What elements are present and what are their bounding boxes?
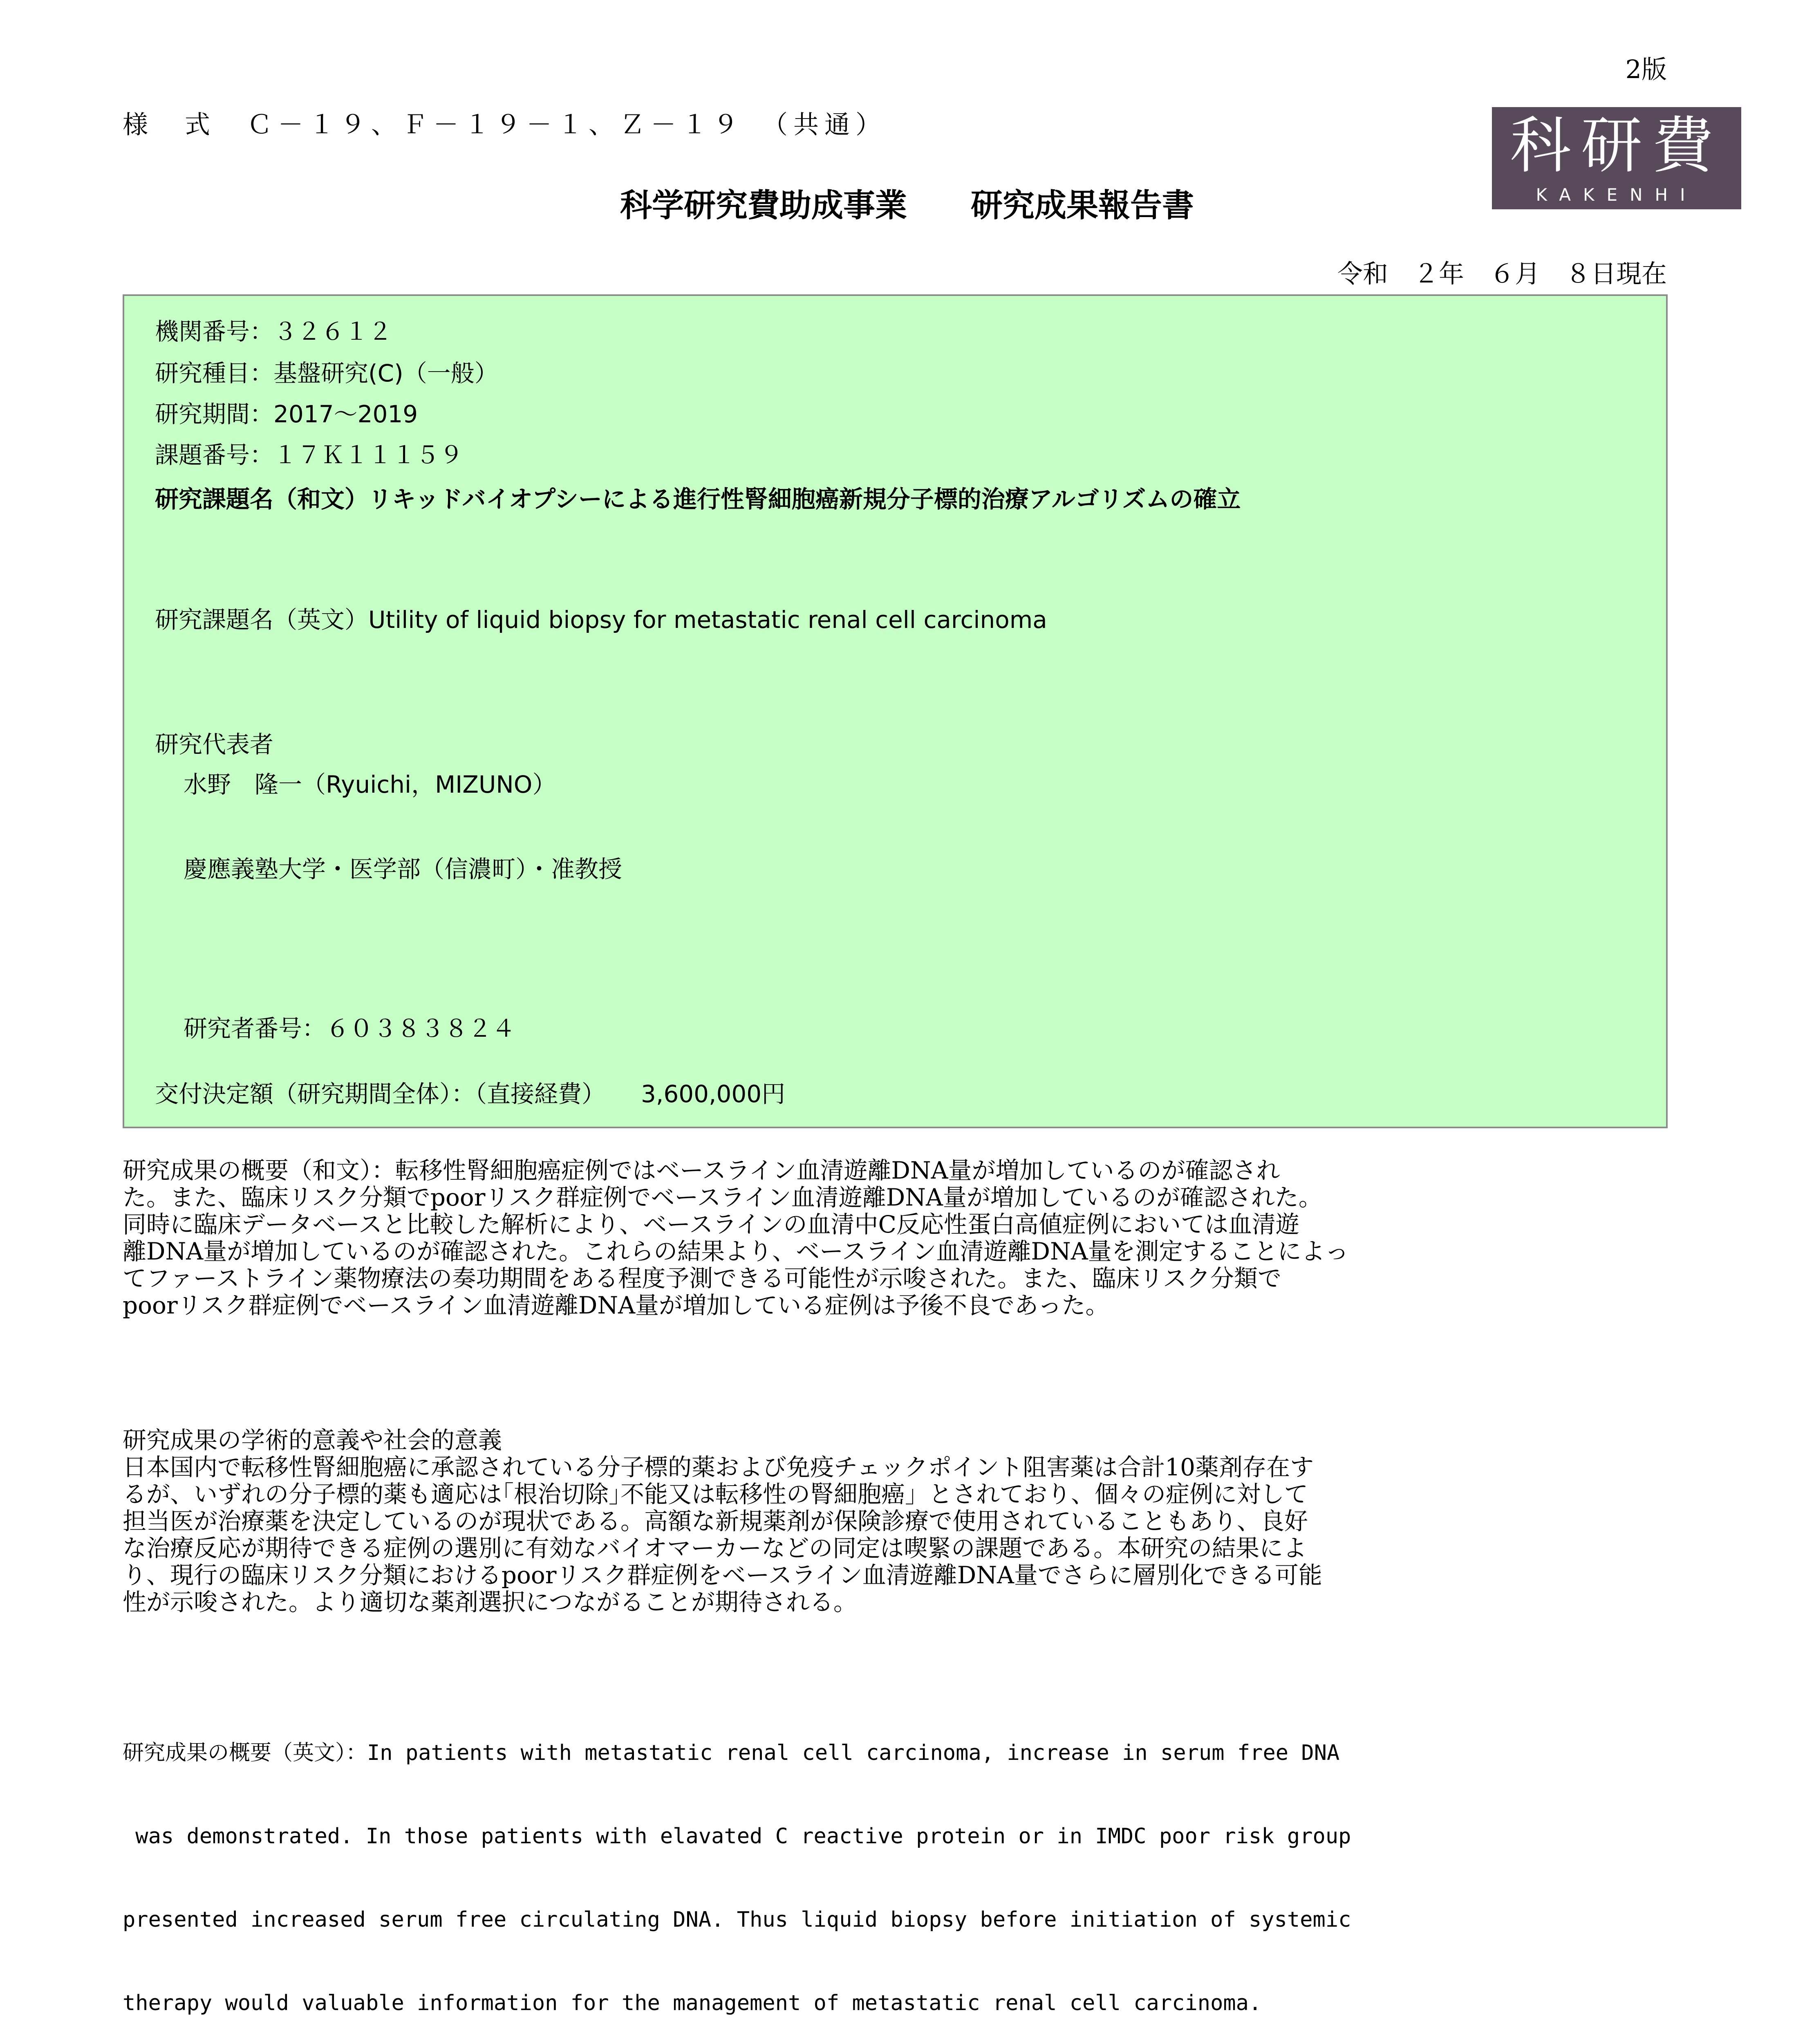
report-date: 令和 ２年 ６月 ８日現在: [1337, 259, 1667, 289]
representative-label: 研究代表者: [155, 731, 274, 758]
logo-kanji: 科研費: [1509, 110, 1723, 182]
summary-ja-line: poorリスク群症例でベースライン血清遊離DNA量が増加している症例は予後不良であった。: [123, 1291, 1109, 1319]
research-period: 研究期間：2017～2019: [155, 400, 418, 428]
summary-en-line: presented increased serum free circulating DNA. Thus liquid biopsy before initiation of systemic: [123, 1907, 1351, 1932]
project-number: 課題番号：１７Ｋ１１１５９: [155, 441, 464, 469]
project-info-box: [123, 294, 1668, 1128]
significance-line: るが、いずれの分子標的薬も適応は｢根治切除｣不能又は転移性の腎細胞癌」とされており、個々の症例に対して: [123, 1480, 1308, 1508]
significance-line: 性が示唆された。より適切な薬剤選択につながることが期待される。: [123, 1588, 857, 1616]
researcher-number: 研究者番号：６０３８３８２４: [184, 1015, 516, 1042]
summary-en-line: therapy would valuable information for the management of metastatic renal cell carcinoma.: [123, 1991, 1262, 2015]
summary-ja-line: た。また、臨床リスク分類でpoorリスク群症例でベースライン血清遊離DNA量が増加しているのが確認された。: [123, 1183, 1322, 1211]
significance-line: り、現行の臨床リスク分類におけるpoorリスク群症例をベースライン血清遊離DNA量でさらに層別化できる可能: [123, 1561, 1322, 1589]
summary-en-line: was demonstrated. In those patients with elavated C reactive protein or in IMDC poor risk group: [123, 1824, 1351, 1849]
summary-ja-line: 研究成果の概要（和文）：転移性腎細胞癌症例ではベースライン血清遊離DNA量が増加しているのが確認され: [123, 1156, 1280, 1184]
logo-latin: KAKENHI: [1536, 185, 1698, 205]
significance-heading: 研究成果の学術的意義や社会的意義: [123, 1426, 502, 1454]
project-title-ja: 研究課題名（和文）リキッドバイオプシーによる進行性腎細胞癌新規分子標的治療アルゴリズムの確立: [155, 485, 1241, 513]
summary-ja-line: てファーストライン薬物療法の奏功期間をある程度予測できる可能性が示唆された。また、臨床リスク分類で: [123, 1264, 1282, 1292]
project-title-en: 研究課題名（英文）Utility of liquid biopsy for metastatic renal cell carcinoma: [155, 606, 1047, 634]
representative-name: 水野 隆一（Ryuichi，MIZUNO）: [184, 771, 556, 798]
significance-section: [123, 1427, 1717, 1616]
representative-affiliation: 慶應義塾大学・医学部（信濃町）・准教授: [184, 855, 623, 883]
significance-line: な治療反応が期待できる症例の選別に有効なバイオマーカーなどの同定は喫緊の課題である。本研究の結果によ: [123, 1534, 1307, 1562]
summary-ja-line: 同時に臨床データベースと比較した解析により、ベースラインの血清中C反応性蛋白高値症例においては血清遊: [123, 1210, 1299, 1238]
summary-ja-line: 離DNA量が増加しているのが確認された。これらの結果より、ベースライン血清遊離DNA量を測定することによっ: [123, 1237, 1349, 1265]
significance-line: 担当医が治療薬を決定しているのが現状である。高額な新規薬剤が保険診療で使用されていることもあり、良好: [123, 1507, 1308, 1535]
significance-line: 日本国内で転移性腎細胞癌に承認されている分子標的薬および免疫チェックポイント阻害薬は合計10薬剤存在す: [123, 1453, 1314, 1481]
summary-en-line: 研究成果の概要（英文）：In patients with metastatic renal cell carcinoma, increase in serum free DNA: [123, 1741, 1340, 1765]
research-category: 研究種目：基盤研究(C)（一般）: [155, 359, 498, 387]
institution-number: 機関番号：３２６１２: [155, 318, 392, 345]
form-code: 様 式 Ｃ－１９、Ｆ－１９－１、Ｚ－１９ （共通）: [123, 110, 887, 139]
version-label: 2版: [1625, 54, 1667, 84]
summary-ja: [123, 1157, 1717, 1319]
grant-amount: 交付決定額（研究期間全体）：（直接経費） 3,600,000円: [155, 1080, 786, 1108]
summary-en: [123, 1683, 1351, 2044]
page-title: 科学研究費助成事業 研究成果報告書: [620, 187, 1194, 224]
